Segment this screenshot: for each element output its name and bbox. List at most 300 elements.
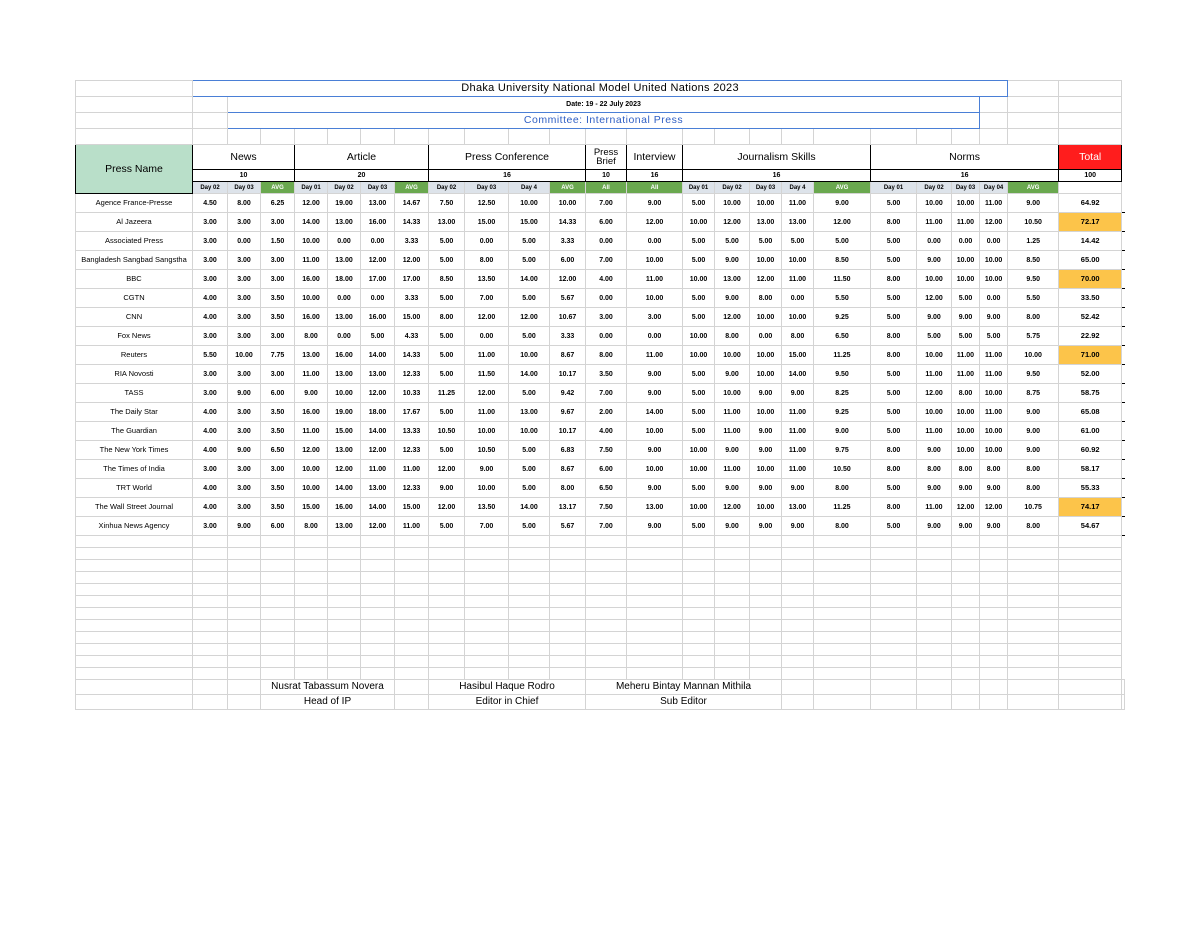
score-cell: 11.00 [782,460,814,479]
score-cell: 14.00 [328,479,361,498]
score-cell: 14.00 [509,498,550,517]
score-cell: 5.00 [429,346,465,365]
score-cell: 10.00 [750,403,782,422]
score-cell: 0.00 [328,232,361,251]
score-cell: 15.00 [465,213,509,232]
score-cell: 9.00 [627,479,683,498]
score-cell: 3.00 [228,479,261,498]
score-cell: 10.00 [952,251,980,270]
score-cell: 7.00 [465,517,509,536]
score-cell: 9.00 [782,479,814,498]
score-table [75,80,1125,710]
score-cell: 10.00 [1008,346,1059,365]
score-cell: 13.50 [465,498,509,517]
score-cell: 5.00 [683,232,715,251]
score-cell: 9.25 [814,308,871,327]
score-cell: 13.00 [361,194,395,213]
category-press-brief: Press Brief [586,145,627,170]
score-cell: 5.00 [429,403,465,422]
score-cell: 9.00 [952,308,980,327]
score-cell: 11.00 [295,251,328,270]
score-cell: 9.00 [627,384,683,403]
score-cell: 11.00 [980,365,1008,384]
score-cell: 11.00 [782,441,814,460]
score-cell: 5.00 [429,365,465,384]
press-name-cell: The Wall Street Journal [76,498,193,517]
score-cell: 17.00 [361,270,395,289]
score-cell: 11.00 [627,346,683,365]
sheet-title: Dhaka University National Model United Nations 2023 [193,81,1008,97]
score-cell: 11.00 [952,346,980,365]
score-cell: 7.00 [586,517,627,536]
score-cell: 3.00 [228,308,261,327]
score-cell: 4.00 [193,479,228,498]
score-cell: 4.00 [193,441,228,460]
score-cell: 7.00 [586,384,627,403]
score-cell: 4.00 [193,403,228,422]
score-cell: 13.00 [295,346,328,365]
score-cell: 10.00 [465,479,509,498]
score-cell: 18.00 [361,403,395,422]
total-cell: 71.00 [1059,346,1122,365]
score-cell: 16.00 [328,498,361,517]
score-cell: 10.00 [509,346,550,365]
score-cell: 12.00 [715,308,750,327]
score-cell: 9.00 [1008,403,1059,422]
score-cell: 14.00 [295,213,328,232]
empty-row [76,596,1125,608]
press-name-cell: The Daily Star [76,403,193,422]
score-cell: 8.00 [871,441,917,460]
score-cell: 10.00 [750,308,782,327]
score-cell: 11.25 [429,384,465,403]
total-cell: 70.00 [1059,270,1122,289]
score-cell: 7.00 [465,289,509,308]
score-cell: 9.00 [1008,194,1059,213]
score-cell: 9.00 [627,517,683,536]
total-cell: 72.17 [1059,213,1122,232]
table-row [76,327,1125,346]
score-cell: 13.00 [509,403,550,422]
score-cell: 19.00 [328,403,361,422]
score-cell: 14.00 [509,365,550,384]
score-cell: 0.00 [361,289,395,308]
score-cell: 10.00 [509,422,550,441]
score-cell: 5.00 [509,251,550,270]
press-name-cell: The Times of India [76,460,193,479]
score-cell: 10.00 [952,194,980,213]
score-cell: 3.00 [193,232,228,251]
score-cell: 9.00 [715,251,750,270]
total-header: Total [1059,145,1122,170]
empty-row [76,608,1125,620]
score-cell: 5.00 [871,251,917,270]
press-name-cell: Reuters [76,346,193,365]
sub-header-cell: AVG [261,182,295,194]
score-cell: 5.00 [980,327,1008,346]
press-name-cell: Xinhua News Agency [76,517,193,536]
score-cell: 8.00 [917,460,952,479]
score-cell: 8.67 [550,460,586,479]
score-cell: 14.00 [361,346,395,365]
weight-press-conference: 16 [429,170,586,182]
score-cell: 12.00 [715,213,750,232]
score-cell: 13.00 [328,365,361,384]
press-name-cell: Agence France-Presse [76,194,193,213]
score-cell: 11.00 [361,460,395,479]
score-cell: 10.00 [952,422,980,441]
score-cell: 0.00 [586,289,627,308]
score-cell: 11.00 [782,270,814,289]
score-cell: 6.50 [814,327,871,346]
score-cell: 12.00 [917,289,952,308]
score-cell: 3.00 [228,403,261,422]
score-cell: 3.50 [261,403,295,422]
score-cell: 10.00 [980,270,1008,289]
event-date: Date: 19 - 22 July 2023 [228,97,980,113]
score-cell: 10.00 [750,251,782,270]
sub-header-cell: Day 4 [509,182,550,194]
score-cell: 5.00 [952,289,980,308]
score-cell: 5.00 [871,194,917,213]
score-cell: 9.00 [715,517,750,536]
total-cell: 58.17 [1059,460,1122,479]
score-cell: 9.00 [750,441,782,460]
score-cell: 10.00 [782,251,814,270]
score-cell: 5.00 [871,384,917,403]
score-cell: 10.00 [750,498,782,517]
score-cell: 12.33 [395,479,429,498]
sub-header-cell [1059,182,1122,194]
score-cell: 9.00 [429,479,465,498]
score-cell: 9.00 [952,517,980,536]
score-cell: 5.75 [1008,327,1059,346]
sub-header-cell: Day 02 [917,182,952,194]
score-cell: 13.00 [429,213,465,232]
score-cell: 3.00 [193,251,228,270]
score-cell: 11.25 [814,346,871,365]
score-cell: 10.00 [715,194,750,213]
score-cell: 12.00 [917,384,952,403]
table-row [76,498,1125,517]
weight-interview: 16 [627,170,683,182]
score-cell: 10.75 [1008,498,1059,517]
score-cell: 9.00 [228,441,261,460]
press-name-header: Press Name [76,145,193,194]
table-row [76,289,1125,308]
score-cell: 10.00 [627,251,683,270]
score-cell: 3.00 [193,384,228,403]
score-cell: 10.00 [683,460,715,479]
score-cell: 14.00 [361,498,395,517]
score-cell: 5.00 [871,517,917,536]
score-cell: 8.67 [550,346,586,365]
score-cell: 5.00 [683,194,715,213]
table-row [76,422,1125,441]
score-cell: 19.00 [328,194,361,213]
score-cell: 10.00 [917,270,952,289]
sub-header-cell: All [586,182,627,194]
category-norms: Norms [871,145,1059,170]
sub-header-cell: Day 4 [782,182,814,194]
total-cell: 33.50 [1059,289,1122,308]
score-cell: 10.33 [395,384,429,403]
table-row [76,460,1125,479]
score-cell: 3.00 [228,460,261,479]
press-name-cell: Bangladesh Sangbad Sangstha [76,251,193,270]
total-cell: 65.08 [1059,403,1122,422]
score-cell: 9.00 [715,479,750,498]
empty-row [76,632,1125,644]
score-cell: 12.00 [509,308,550,327]
score-cell: 12.00 [980,213,1008,232]
score-cell: 8.00 [295,517,328,536]
score-cell: 10.50 [814,460,871,479]
signature-role-2: Editor in Chief [429,695,586,710]
score-cell: 3.00 [261,327,295,346]
score-cell: 8.00 [295,327,328,346]
score-cell: 10.50 [1008,213,1059,232]
score-cell: 5.00 [782,232,814,251]
sub-header-cell: AVG [1008,182,1059,194]
empty-row [76,668,1125,680]
score-cell: 5.00 [871,308,917,327]
committee-name: Committee: International Press [228,113,980,129]
score-cell: 12.00 [361,517,395,536]
score-cell: 13.00 [361,479,395,498]
score-cell: 5.00 [683,479,715,498]
score-cell: 6.25 [261,194,295,213]
score-cell: 10.00 [295,479,328,498]
score-cell: 9.00 [917,251,952,270]
score-cell: 13.00 [782,498,814,517]
score-cell: 7.50 [586,441,627,460]
score-cell: 12.00 [395,251,429,270]
score-cell: 0.00 [228,232,261,251]
table-row [76,213,1125,232]
score-cell: 3.00 [193,365,228,384]
score-cell: 12.00 [361,441,395,460]
score-cell: 9.00 [715,441,750,460]
score-cell: 9.67 [550,403,586,422]
score-cell: 3.33 [550,232,586,251]
sub-header-cell: AVG [395,182,429,194]
score-cell: 3.00 [627,308,683,327]
score-cell: 9.00 [952,479,980,498]
table-row [76,479,1125,498]
score-cell: 5.00 [429,232,465,251]
total-cell: 22.92 [1059,327,1122,346]
score-cell: 10.00 [683,346,715,365]
score-cell: 8.00 [952,384,980,403]
score-cell: 12.00 [295,194,328,213]
score-cell: 11.00 [395,517,429,536]
press-name-cell: The Guardian [76,422,193,441]
table-row [76,194,1125,213]
sub-header-cell: Day 01 [295,182,328,194]
sub-header-cell: AVG [550,182,586,194]
score-cell: 8.50 [814,251,871,270]
score-cell: 9.00 [750,384,782,403]
score-cell: 7.75 [261,346,295,365]
score-cell: 3.00 [193,270,228,289]
score-cell: 0.00 [750,327,782,346]
score-cell: 10.00 [715,346,750,365]
score-cell: 5.00 [509,384,550,403]
score-cell: 8.00 [1008,479,1059,498]
score-cell: 3.00 [228,213,261,232]
score-cell: 11.00 [715,422,750,441]
score-cell: 10.00 [295,289,328,308]
score-cell: 9.00 [465,460,509,479]
score-cell: 5.00 [509,479,550,498]
score-cell: 6.00 [261,384,295,403]
score-cell: 9.00 [782,384,814,403]
sub-header-cell: Day 01 [683,182,715,194]
score-cell: 8.00 [1008,308,1059,327]
score-cell: 4.50 [193,194,228,213]
score-cell: 5.00 [429,517,465,536]
score-cell: 9.00 [917,441,952,460]
score-cell: 5.67 [550,289,586,308]
score-cell: 10.00 [750,460,782,479]
score-cell: 16.00 [361,213,395,232]
score-cell: 10.00 [550,194,586,213]
weight-article: 20 [295,170,429,182]
score-cell: 3.50 [261,308,295,327]
score-cell: 3.00 [261,460,295,479]
score-cell: 8.00 [952,460,980,479]
score-cell: 5.00 [750,232,782,251]
sub-header-cell: Day 02 [193,182,228,194]
score-cell: 9.00 [980,479,1008,498]
score-cell: 9.00 [715,365,750,384]
score-cell: 10.00 [627,460,683,479]
score-cell: 11.00 [465,346,509,365]
table-row [76,232,1125,251]
score-cell: 0.00 [465,327,509,346]
score-cell: 9.00 [917,479,952,498]
category-interview: Interview [627,145,683,170]
score-cell: 0.00 [917,232,952,251]
score-cell: 13.00 [782,213,814,232]
score-cell: 11.00 [715,460,750,479]
score-cell: 12.33 [395,365,429,384]
sub-header-row [76,182,1125,194]
score-cell: 12.00 [429,498,465,517]
empty-row [76,656,1125,668]
score-cell: 4.00 [193,422,228,441]
table-row [76,517,1125,536]
score-cell: 8.00 [814,517,871,536]
score-cell: 9.75 [814,441,871,460]
score-cell: 10.00 [952,403,980,422]
score-cell: 9.00 [228,384,261,403]
score-cell: 4.00 [193,308,228,327]
total-cell: 65.00 [1059,251,1122,270]
sub-header-cell: Day 02 [328,182,361,194]
score-cell: 11.00 [295,422,328,441]
score-cell: 5.00 [952,327,980,346]
score-cell: 5.00 [871,403,917,422]
score-cell: 7.00 [586,194,627,213]
score-cell: 15.00 [395,498,429,517]
category-journalism-skills: Journalism Skills [683,145,871,170]
score-cell: 1.25 [1008,232,1059,251]
score-cell: 3.00 [261,251,295,270]
total-cell: 14.42 [1059,232,1122,251]
score-cell: 3.50 [586,365,627,384]
score-cell: 6.50 [586,479,627,498]
signature-role-3: Sub Editor [586,695,782,710]
score-cell: 9.00 [980,517,1008,536]
score-cell: 3.00 [228,498,261,517]
score-cell: 11.00 [980,346,1008,365]
total-cell: 60.92 [1059,441,1122,460]
score-cell: 16.00 [295,403,328,422]
score-cell: 0.00 [328,289,361,308]
score-cell: 8.00 [871,327,917,346]
score-cell: 12.00 [361,384,395,403]
score-cell: 4.00 [193,289,228,308]
score-cell: 11.00 [917,498,952,517]
score-cell: 8.00 [814,479,871,498]
score-cell: 3.00 [261,365,295,384]
table-row [76,346,1125,365]
score-cell: 14.67 [395,194,429,213]
score-cell: 8.50 [1008,251,1059,270]
score-cell: 5.50 [1008,289,1059,308]
score-cell: 11.00 [952,365,980,384]
score-cell: 10.00 [295,460,328,479]
sub-header-cell: Day 02 [429,182,465,194]
score-cell: 8.00 [871,460,917,479]
score-cell: 10.00 [980,384,1008,403]
sub-header-cell: Day 01 [871,182,917,194]
score-cell: 3.00 [228,251,261,270]
press-name-cell: CGTN [76,289,193,308]
score-cell: 12.00 [715,498,750,517]
score-cell: 6.83 [550,441,586,460]
score-cell: 8.00 [465,251,509,270]
weight-journalism-skills: 16 [683,170,871,182]
score-cell: 12.00 [952,498,980,517]
score-cell: 0.00 [627,232,683,251]
score-cell: 0.00 [361,232,395,251]
score-cell: 8.00 [871,498,917,517]
score-cell: 10.00 [980,441,1008,460]
score-cell: 10.00 [750,194,782,213]
score-cell: 10.00 [750,365,782,384]
score-cell: 12.00 [814,213,871,232]
score-cell: 10.00 [952,441,980,460]
score-cell: 10.17 [550,365,586,384]
press-name-cell: BBC [76,270,193,289]
score-cell: 13.00 [715,270,750,289]
score-cell: 8.00 [871,346,917,365]
score-cell: 13.33 [395,422,429,441]
score-cell: 6.00 [550,251,586,270]
signature-name-3: Meheru Bintay Mannan Mithila [586,680,782,695]
empty-rows [76,536,1125,680]
press-name-cell: Associated Press [76,232,193,251]
score-cell: 3.50 [261,422,295,441]
score-cell: 9.00 [750,517,782,536]
score-cell: 10.00 [980,251,1008,270]
sub-header-cell: Day 03 [465,182,509,194]
score-cell: 10.00 [683,498,715,517]
score-cell: 3.00 [193,460,228,479]
